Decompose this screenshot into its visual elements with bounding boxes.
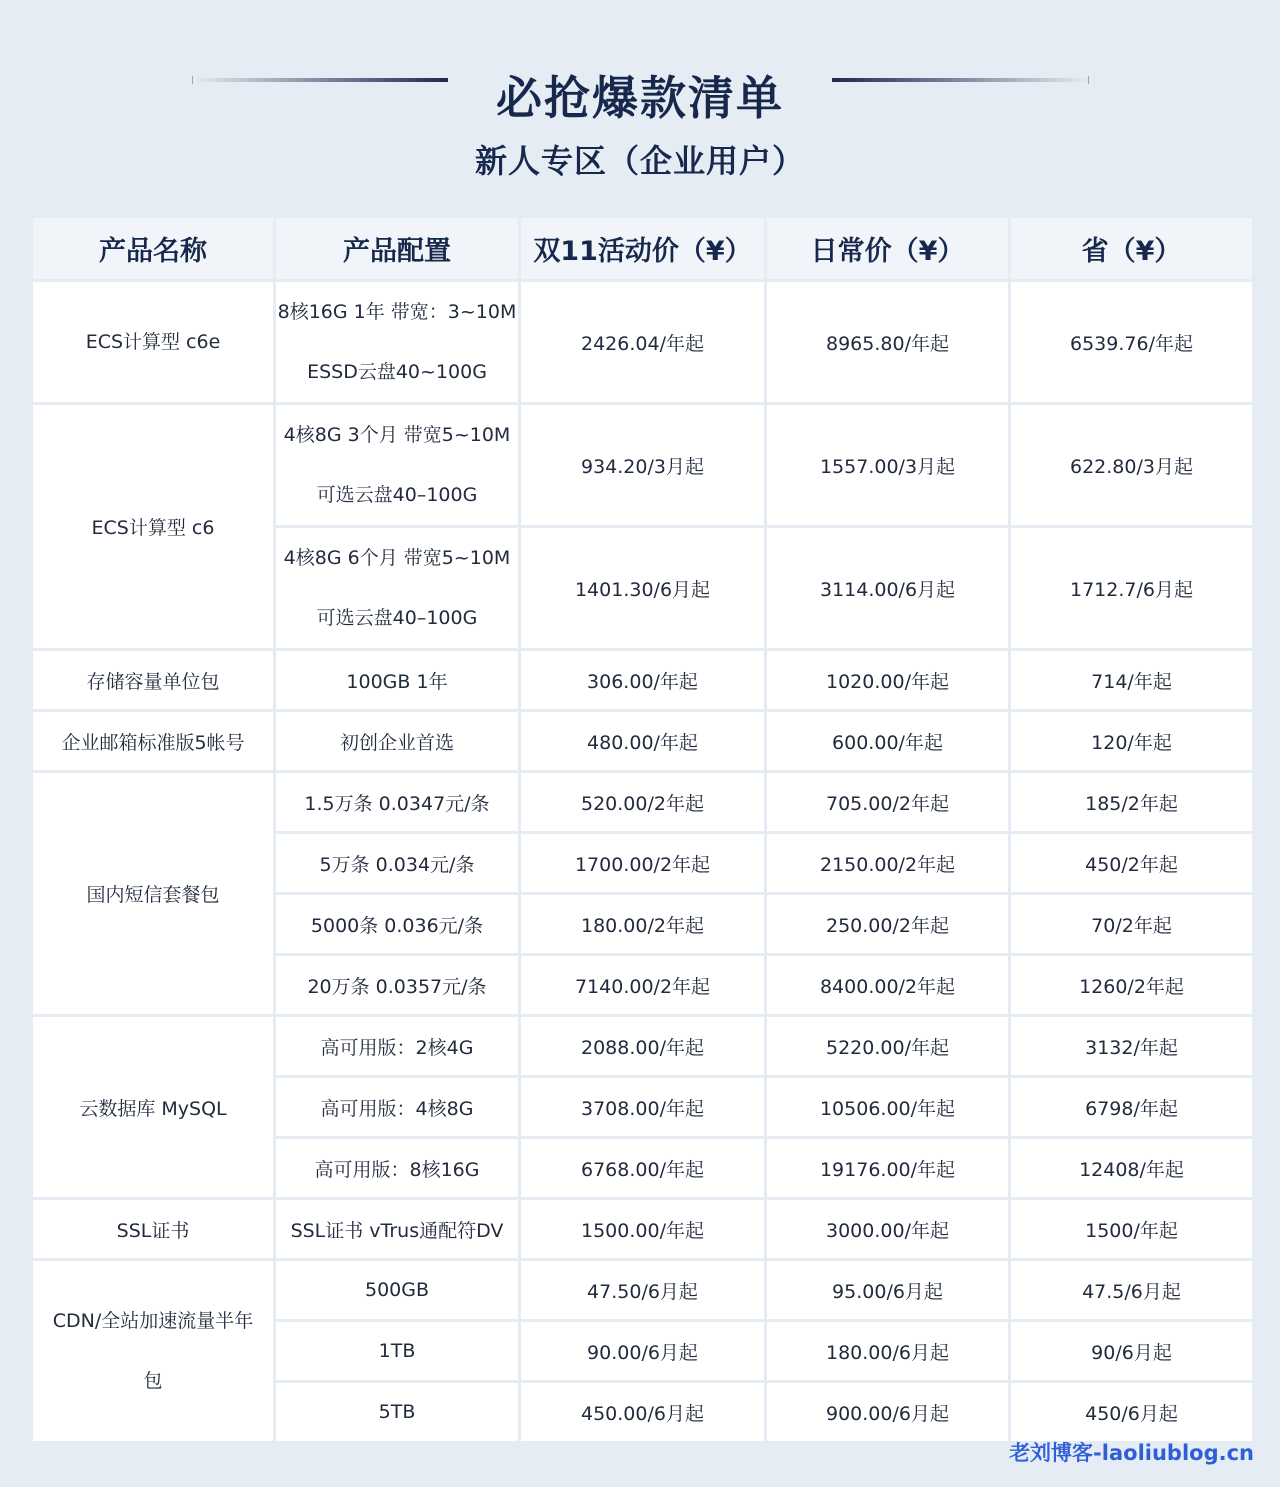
table-row (33, 405, 1252, 525)
config-line: 4核8G 3个月 带宽5~10M (283, 424, 511, 446)
promo-price-cell: 1401.30/6月起 (521, 528, 764, 648)
product-name-cell: ECS计算型 c6e (33, 282, 273, 402)
regular-price-cell: 5220.00/年起 (767, 1017, 1008, 1075)
savings-cell: 70/2年起 (1011, 895, 1252, 953)
product-config-cell: 500GB (276, 1261, 518, 1319)
savings-cell: 714/年起 (1011, 651, 1252, 709)
savings-cell: 1712.7/6月起 (1011, 528, 1252, 648)
savings-cell: 90/6月起 (1011, 1322, 1252, 1380)
regular-price-cell: 600.00/年起 (767, 712, 1008, 770)
product-config-cell: 1.5万条 0.0347元/条 (276, 773, 518, 831)
product-name-line: CDN/全站加速流量半年 (52, 1310, 254, 1332)
regular-price-cell: 10506.00/年起 (767, 1078, 1008, 1136)
product-config-cell (276, 282, 518, 402)
table-row (33, 282, 1252, 402)
promo-price-cell: 90.00/6月起 (521, 1322, 764, 1380)
regular-price-cell: 250.00/2年起 (767, 895, 1008, 953)
product-config-cell: 1TB (276, 1322, 518, 1380)
regular-price-cell: 1020.00/年起 (767, 651, 1008, 709)
promo-price-cell: 520.00/2年起 (521, 773, 764, 831)
watermark-text: 老刘博客-laoliublog.cn (1009, 1441, 1254, 1465)
col-header-regular-price: 日常价（¥） (767, 218, 1008, 279)
config-line: 可选云盘40–100G (316, 607, 478, 629)
col-header-promo-price: 双11活动价（¥） (521, 218, 764, 279)
savings-cell: 1260/2年起 (1011, 956, 1252, 1014)
config-line: ESSD云盘40~100G (307, 361, 487, 383)
product-config-cell (276, 405, 518, 525)
regular-price-cell: 3114.00/6月起 (767, 528, 1008, 648)
promo-price-cell: 1500.00/年起 (521, 1200, 764, 1258)
product-config-cell: 5TB (276, 1383, 518, 1441)
promo-price-cell: 934.20/3月起 (521, 405, 764, 525)
price-table (30, 215, 1255, 1444)
product-config-cell: 高可用版：4核8G (276, 1078, 518, 1136)
promo-price-cell: 2426.04/年起 (521, 282, 764, 402)
product-config-cell: 高可用版：8核16G (276, 1139, 518, 1197)
decor-line-right (832, 78, 1090, 82)
promo-price-cell: 3708.00/年起 (521, 1078, 764, 1136)
product-config-cell (276, 528, 518, 648)
regular-price-cell: 900.00/6月起 (767, 1383, 1008, 1441)
table-row (33, 1261, 1252, 1319)
promo-price-cell: 480.00/年起 (521, 712, 764, 770)
table-row (33, 712, 1252, 770)
regular-price-cell: 1557.00/3月起 (767, 405, 1008, 525)
product-name-cell (33, 1261, 273, 1441)
product-config-cell: 5000条 0.036元/条 (276, 895, 518, 953)
promo-price-cell: 180.00/2年起 (521, 895, 764, 953)
savings-cell: 450/6月起 (1011, 1383, 1252, 1441)
product-name-cell: ECS计算型 c6 (33, 405, 273, 648)
savings-cell: 1500/年起 (1011, 1200, 1252, 1258)
savings-cell: 47.5/6月起 (1011, 1261, 1252, 1319)
page-title: 必抢爆款清单 (496, 71, 784, 125)
regular-price-cell: 8400.00/2年起 (767, 956, 1008, 1014)
decor-tick-right (1088, 76, 1089, 84)
col-header-product-name: 产品名称 (33, 218, 273, 279)
product-config-cell: 高可用版：2核4G (276, 1017, 518, 1075)
col-header-product-config: 产品配置 (276, 218, 518, 279)
col-header-savings: 省（¥） (1011, 218, 1252, 279)
product-name-cell: 国内短信套餐包 (33, 773, 273, 1014)
savings-cell: 3132/年起 (1011, 1017, 1252, 1075)
promo-price-cell: 6768.00/年起 (521, 1139, 764, 1197)
product-name-cell: 存储容量单位包 (33, 651, 273, 709)
savings-cell: 120/年起 (1011, 712, 1252, 770)
savings-cell: 185/2年起 (1011, 773, 1252, 831)
config-line: 可选云盘40–100G (316, 484, 478, 506)
regular-price-cell: 19176.00/年起 (767, 1139, 1008, 1197)
table-row (33, 773, 1252, 831)
regular-price-cell: 3000.00/年起 (767, 1200, 1008, 1258)
savings-cell: 6798/年起 (1011, 1078, 1252, 1136)
table-row (33, 1017, 1252, 1075)
product-name-line: 包 (143, 1370, 163, 1392)
promo-price-cell: 306.00/年起 (521, 651, 764, 709)
product-name-cell: 云数据库 MySQL (33, 1017, 273, 1197)
table-row (33, 651, 1252, 709)
promo-price-cell: 2088.00/年起 (521, 1017, 764, 1075)
regular-price-cell: 8965.80/年起 (767, 282, 1008, 402)
config-line: 8核16G 1年 带宽：3~10M (277, 301, 517, 323)
promo-price-cell: 1700.00/2年起 (521, 834, 764, 892)
savings-cell: 12408/年起 (1011, 1139, 1252, 1197)
regular-price-cell: 180.00/6月起 (767, 1322, 1008, 1380)
product-name-cell: SSL证书 (33, 1200, 273, 1258)
regular-price-cell: 95.00/6月起 (767, 1261, 1008, 1319)
product-config-cell: 20万条 0.0357元/条 (276, 956, 518, 1014)
table-row (33, 1200, 1252, 1258)
page-header (0, 0, 1280, 210)
promo-price-cell: 7140.00/2年起 (521, 956, 764, 1014)
page-subtitle: 新人专区（企业用户） (474, 142, 805, 180)
product-config-cell: SSL证书 vTrus通配符DV (276, 1200, 518, 1258)
config-line: 4核8G 6个月 带宽5~10M (283, 547, 511, 569)
promo-price-cell: 47.50/6月起 (521, 1261, 764, 1319)
table-header-row (33, 218, 1252, 279)
product-config-cell: 初创企业首选 (276, 712, 518, 770)
savings-cell: 6539.76/年起 (1011, 282, 1252, 402)
product-config-cell: 100GB 1年 (276, 651, 518, 709)
product-config-cell: 5万条 0.034元/条 (276, 834, 518, 892)
savings-cell: 622.80/3月起 (1011, 405, 1252, 525)
product-name-cell: 企业邮箱标准版5帐号 (33, 712, 273, 770)
promo-price-cell: 450.00/6月起 (521, 1383, 764, 1441)
savings-cell: 450/2年起 (1011, 834, 1252, 892)
regular-price-cell: 705.00/2年起 (767, 773, 1008, 831)
regular-price-cell: 2150.00/2年起 (767, 834, 1008, 892)
